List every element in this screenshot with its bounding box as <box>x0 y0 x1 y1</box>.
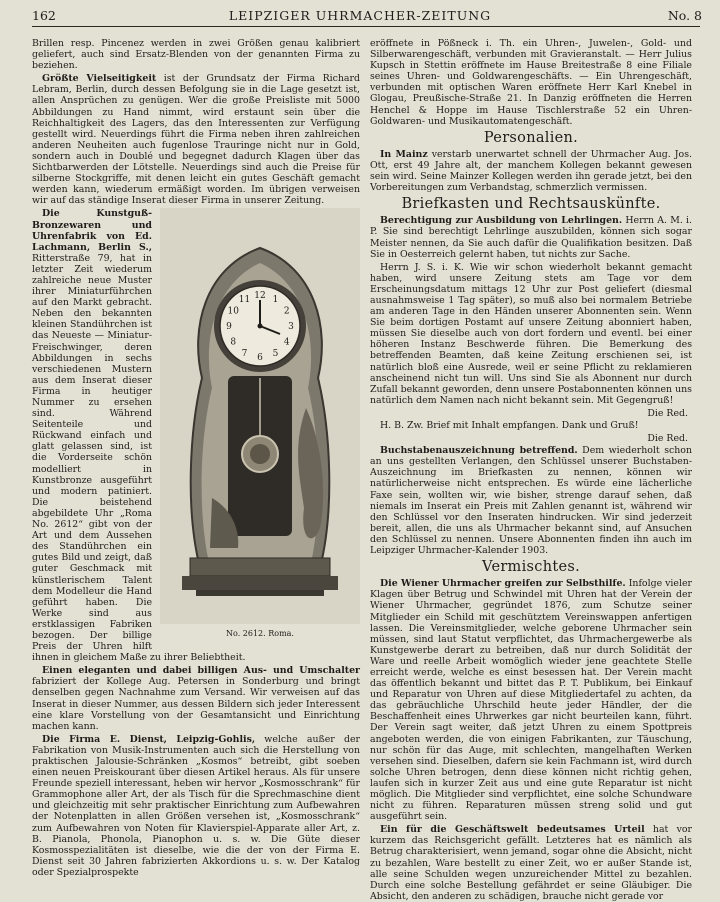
paragraph-text: welche außer der Fabrikation von Musik-Instrumenten auch sich die Herstellung von praktischen Jalousie-Schränken „Kosmos“ betreibt, gibt soeben einen neuen Preiskourant über diesen Artikel heraus. Als für unsere Freunde speziell interessant, heben wir hervor „Kosmosschrank“ für Grammophone aller Art, der als Tisch für die Sprechmaschine dient und gleichzeitig mit sehr praktischer Einrichtung zum Aufbewahren der Notenplatten in allen Größen versehen ist, „Kosmosschrank“ zum Aufbewahren von Noten für Klavierspiel-Apparate aller Art, z. B. Pianola, Phonola, Pianophon u. s. w. Die Güte dieser Kosmosspezialitäten ist dieselbe, wie die der von der Firma E. Dienst seit 30 Jahren fabrizierten Akkordions u. s. w. Der Katalog oder Spezialprospekte <box>32 733 360 878</box>
paragraph-lead: Buchstabenauszeichnung betreffend. <box>380 445 578 457</box>
dial-numeral: 12 <box>254 291 266 302</box>
dial-numeral: 11 <box>238 295 251 306</box>
section-heading-briefkasten: Briefkasten und Rechtsauskünfte. <box>401 196 661 213</box>
clock-illustration <box>160 208 360 638</box>
paragraph-lead: Größte Vielseitigkeit <box>42 73 157 85</box>
paragraph-lead: Ein für die Geschäftswelt bedeutsames Urteil <box>380 824 645 836</box>
paragraph-lead: Die Wiener Uhrmacher greifen zur Selbsthilfe. <box>380 578 626 590</box>
paragraph <box>370 445 692 556</box>
paragraph <box>370 578 692 822</box>
dial-numeral: 3 <box>288 322 294 333</box>
editor-signature: Die Red. <box>647 407 688 419</box>
paragraph-text: Herrn A. M. i. P. Sie sind berechtigt Lehrlinge auszubilden, können sich sogar Meister nennen, da Sie auch dafür die Qualifikation besitzen. Daß Sie in Oesterreich gelernt haben, tut nichts zur Sache. <box>370 215 692 260</box>
paragraph-lead: In Mainz <box>380 148 428 160</box>
paragraph-text: Ritterstraße 79, hat in letzter Zeit wiederum zahlreiche neue Muster ihrer Miniaturführchen auf den Markt gebracht. Neben den bekannten kleinen Standührchen ist das Neueste — Miniatur-Freischwinger, deren Abbildungen in sechs verschiedenen Mustern aus dem Inserat dieser Firma in heutiger Nummer zu ersehen sind. Während Seitenteile und Rückwand einfach und glatt gelassen sind, ist die Vorderseite schön modelliert in Kunstbronze ausgeführt und modern patiniert. Die beistehend abgebildete Uhr „Roma No. 2612“ gibt von der Art und dem Aussehen des Standührchen ein gutes Bild und zeigt, daß guter Geschmack mit künstlerischem Talent dem Modelleur die Hand geführt haben. Die Werke sind aus erstklassigen Fabriken bezogen. Der billige Preis der Uhren hilft ihnen in gleichem Maße zu ihrer Beliebtheit. <box>32 252 246 664</box>
paragraph-lead: Die Firma E. Dienst, Leipzig-Gohlis, <box>42 733 256 745</box>
paragraph-text: verstarb unerwartet schnell der Uhrmacher Aug. Jos. Ott, erst 49 Jahre alt, der manchem Kollegen bekannt gewesen sein wird. Seine Mainzer Kollegen werden ihn gerade jetzt, bei den Vorbereitungen zum Verbandstag, schmerzlich vermissen. <box>370 148 692 194</box>
paragraph-text: hat vor kurzem das Reichsgericht gefällt. Letzteres hat es nämlich als Betrug charakterisiert, wenn jemand, sogar ohne die Absicht, nicht zu bezahlen, Ware bestellt zu einer Zeit, wo er außer Stande ist, alle seine Schulden wegen unzureichender Mittel zu bezahlen. Durch eine solche Bestellung gefährdet er seine Gläubiger. Die Absicht, den anderen zu schädigen, brauche nicht gerade vor <box>370 824 692 902</box>
clock-drawing <box>160 208 360 624</box>
issue-number: No. 8 <box>667 8 702 23</box>
page-number: 162 <box>32 8 56 23</box>
dial-numeral: 9 <box>226 322 232 333</box>
paragraph <box>370 824 692 902</box>
dial-numeral: 10 <box>227 306 239 317</box>
paragraph <box>32 73 360 206</box>
left-column <box>32 38 360 878</box>
paragraph-text: Dem wiederholt schon an uns gestellten Verlangen, den Schlüssel unserer Buchstaben-Auszeichnung im Briefkasten zu nennen, können wir natürlicherweise nicht entsprechen. Es würde eine lächerliche Faxe sein, wollten wir, wie bisher, strenge darauf sehen, daß niemals im Inserat ein Preis mit Zahlen genannt ist, während wir den Schlüssel vor den Inseraten hindrucken. Wir sind jederzeit bereit, allen, die uns als Uhrmacher bekannt sind, auf Ansuchen den Schlüssel zu nennen. Unsere Abonnenten finden ihn auch im Leipziger Uhrmacher-Kalender 1903. <box>370 445 692 557</box>
paragraph-lead: Die Kunstguß-Bronzewaren und Uhrenfabrik von Ed. Lachmann, Berlin S., <box>32 208 152 253</box>
dial-numeral: 6 <box>257 353 263 364</box>
figure-caption: No. 2612. Roma. <box>226 629 294 639</box>
dial-numeral: 5 <box>272 349 279 360</box>
paragraph <box>32 734 360 878</box>
paragraph: Brillen resp. Pincenez werden in zwei Größen genau kalibriert geliefert, auch sind Ersatz-Blenden von der genannten Firma zu beziehen. <box>32 38 360 72</box>
dial-numeral: 4 <box>283 337 290 348</box>
publication-title: LEIPZIGER UHRMACHER-ZEITUNG <box>228 8 492 23</box>
paragraph: Herrn J. S. i. K. Wie wir schon wiederholt bekannt gemacht haben, wird unsere Zeitung stets am Tage vor dem Erscheinungsdatum mittags 12 Uhr zur Post geliefert (diesmal ausnahmsweise 1 Tag später), so muß also bei normalem Betriebe am anderen Tage in den Händen unserer Abonnenten sein. Wenn Sie beim dortigen Postamt auf unsere Zeitung abonniert haben, müssen Sie dieselbe auch von dort fordern und eventl. bei einer höheren Instanz Beschwerde führen. Die Bemerkung des betreffenden Beamten, daß keine Zeitung erschienen sei, ist natürlich bloß eine Ausrede, weil er seine Pflicht zu reklamieren anscheinend nicht tun will. Uns sind Sie als Abonnent nur durch Zufall bekannt geworden, denn unsere Postabonnenten können uns natürlich dem Namen nach nicht bekannt sein. Mit Gegengruß! <box>370 261 692 406</box>
paragraph: eröffnete in Pößneck i. Th. ein Uhren-, Juwelen-, Gold- und Silberwarengeschäft, verbunden mit Gravieranstalt. — Herr Julius Kupsch in Stettin eröffnete im Hause Breitestraße 8 eine Filiale seines Uhren- und Goldwarengeschäfts. — Ein Uhrengeschäft, verbunden mit optischen Waren eröffnete Herr Karl Knebel in Glogau, Preußische-Straße 21. In Danzig eröffneten die Herren Henchel & Hoppe im Hause Tischlerstraße 52 ein Uhren-Goldwaren- und Musikautomatengeschäft. <box>370 38 692 127</box>
section-heading-vermischtes: Vermischtes. <box>482 559 580 576</box>
paragraph <box>370 149 692 193</box>
dial-numeral: 2 <box>283 306 290 317</box>
paragraph-text: Infolge vieler Klagen über Betrug und Schwindel mit Uhren hat der Verein der Wiener Uhrmacher, gegründet 1876, zum Schutze seiner Mitglieder ein Schild mit geschütztem Vereinswappen anfertigen lassen. Die Vereinsmitglieder, welche geborene Uhrmacher sein müssen, sind laut Statut verpflichtet, das Uhrmachergewerbe als Kunstgewerbe derart zu betreiben, daß nur durch Solidität der Ware und reelle Arbeit womöglich wieder jene geachtete Stelle erreicht werde, welche es einst besessen hat. Der Verein macht das öffentlich bekannt und bittet das P. T. Publikum, bei Einkauf und Reparatur von Uhren auf diese Mitgliedertafel zu achten, da das gebräuchliche Uhrschild heute jeder Händler, der die Beschaffenheit eines Uhrwerkes gar nicht beurteilen kann, führt. Der Verein sagt weiter, daß jetzt Uhren zu einem Spottpreis angeboten werden, die von einigen Fabrikanten, zur Täuschung, nur schön für das Auge, mit schlechten, mangelhaften Werken versehen sind. Dieselben, dafern sie kein Fachmann ist, wird durch solche Uhren betrogen, denn diese können nicht richtig gehen, laufen sich in kurzer Zeit aus und eine gute Reparatur ist nicht möglich. Die Mitglieder sind verpflichtet, eine solche Schundware nicht zu führen. Reparaturen müssen streng solid und gut ausgeführt sein. <box>370 578 693 823</box>
paragraph <box>370 215 692 259</box>
dial-numeral: 7 <box>241 349 248 360</box>
paragraph <box>32 665 360 732</box>
header-rule <box>32 26 700 27</box>
section-heading-personalien: Personalien. <box>483 129 579 146</box>
paragraph-text: fabriziert der Kollege Aug. Petersen in Sonderburg und bringt denselben gegen Nachnahme zum Versand. Wir verweisen auf das Inserat in dieser Nummer, aus dessen Bildern sich jeder Interessent eine klare Vorstellung von der Gesamtansicht und Einrichtung machen kann. <box>32 676 360 732</box>
paragraph-text: ist der Grundsatz der Firma Richard Lebram, Berlin, durch dessen Befolgung sie in die Lage gesetzt ist, allen Ansprüchen zu genügen. Wer die große Preisliste mit 5000 Abbildungen zu Hand nimmt, wird erstaunt sein über die Reichhaltigkeit des Lagers, das den Interessenten zur Verfügung gestellt wird. Neuerdings führt die Firma neben ihren zahlreichen anderen Neuheiten auch fugenlose Trauringe nicht nur in Gold, sondern auch in Doublé und begegnet dadurch Klagen über das Sichtbarwerden der Lötstelle. Neuerdings sind auch die Preise für silberne Stockgriffe, mit denen leicht ein gutes Geschäft gemacht werden kann, wiederum ermäßigt worden. Im übrigen verweisen wir auf das ständige Inserat dieser Firma in unserer Zeitung. <box>32 73 360 207</box>
editor-signature: Die Red. <box>647 433 688 445</box>
page-header <box>10 6 710 24</box>
right-column <box>370 38 693 902</box>
paragraph-lead: Einen eleganten und dabei billigen Aus- und Umschalter <box>42 665 360 677</box>
paragraph: H. B. Zw. Brief mit Inhalt empfangen. Dank und Gruß! <box>380 420 639 431</box>
paragraph-lead: Berechtigung zur Ausbildung von Lehrlingen. <box>380 215 623 227</box>
dial-numeral: 8 <box>230 337 237 348</box>
dial-numeral: 1 <box>272 295 279 306</box>
